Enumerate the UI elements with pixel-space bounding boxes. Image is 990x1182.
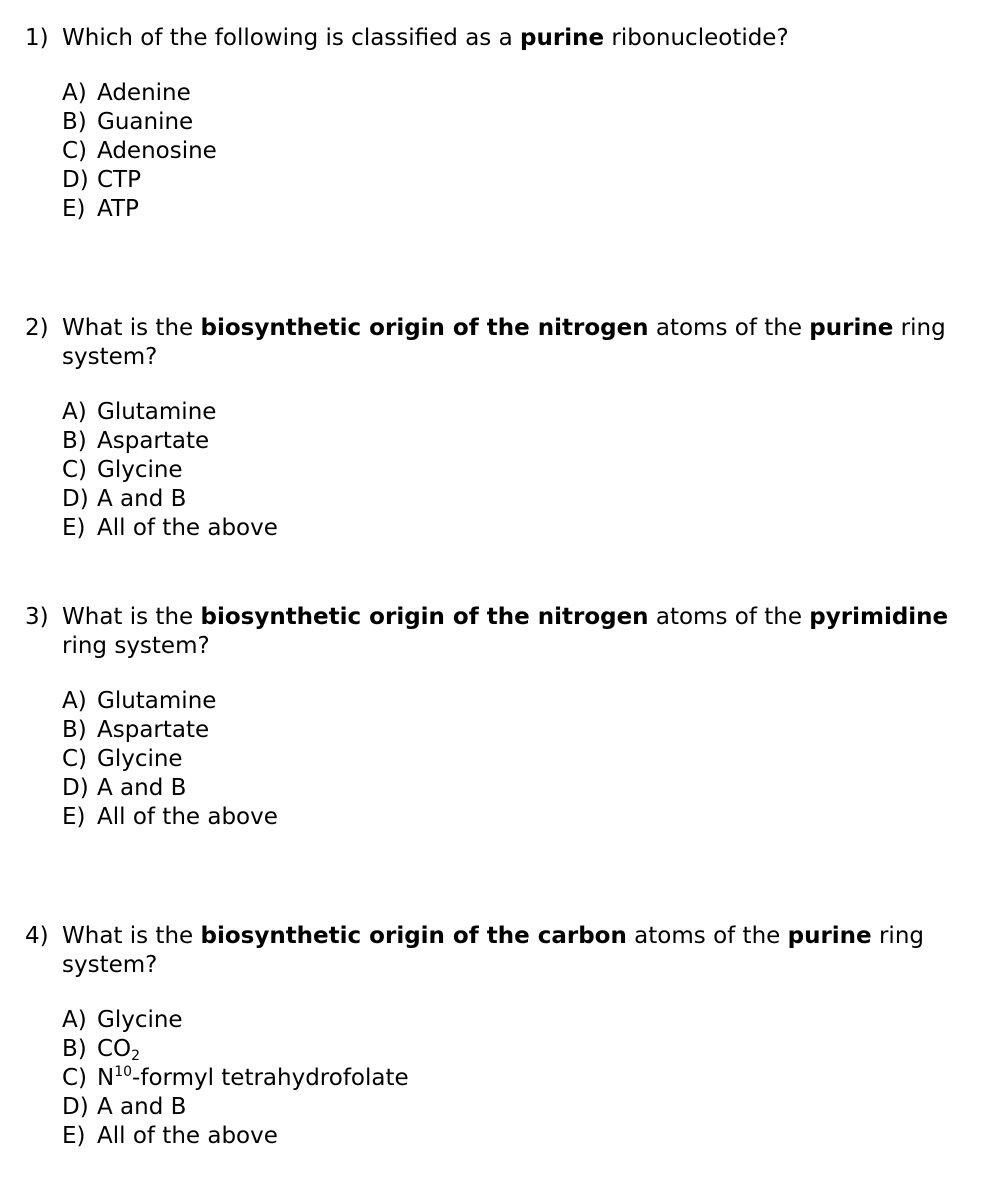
option-text: Glycine: [97, 457, 183, 483]
option-text: Glutamine: [97, 399, 217, 425]
stem-text: What is the: [62, 923, 201, 949]
answer-options: [0, 79, 990, 224]
subscript: 2: [131, 1048, 141, 1064]
option-a[interactable]: [62, 687, 990, 716]
question-number: 2): [25, 315, 49, 341]
option-e[interactable]: [62, 803, 990, 832]
stem-bold: purine: [809, 315, 894, 341]
option-letter: B): [62, 717, 87, 743]
stem-bold: biosynthetic origin of the nitrogen: [200, 604, 649, 630]
option-text: Aspartate: [97, 717, 210, 743]
option-b[interactable]: [62, 1035, 990, 1064]
option-letter: B): [62, 428, 87, 454]
option-c[interactable]: [62, 137, 990, 166]
question-stem: [0, 314, 990, 372]
option-text: Glycine: [97, 1007, 183, 1033]
stem-bold: biosynthetic origin of the carbon: [200, 923, 627, 949]
stem-text: ribonucleotide?: [604, 25, 789, 51]
question-number: 4): [25, 923, 49, 949]
option-b[interactable]: [62, 716, 990, 745]
stem-text: atoms of the: [626, 923, 788, 949]
option-c[interactable]: [62, 745, 990, 774]
option-text: CO: [97, 1036, 132, 1062]
stem-text: ring system?: [62, 633, 210, 659]
option-e[interactable]: [62, 514, 990, 543]
option-b[interactable]: [62, 427, 990, 456]
option-letter: E): [62, 196, 86, 222]
option-letter: B): [62, 109, 87, 135]
answer-options: [0, 687, 990, 832]
option-d[interactable]: [62, 166, 990, 195]
option-text: A and B: [97, 775, 187, 801]
option-c[interactable]: [62, 456, 990, 485]
answer-options: [0, 1006, 990, 1151]
superscript: 10: [114, 1064, 133, 1080]
option-letter: A): [62, 688, 87, 714]
option-letter: E): [62, 515, 86, 541]
option-letter: E): [62, 804, 86, 830]
option-a[interactable]: [62, 1006, 990, 1035]
question-number: 3): [25, 604, 49, 630]
option-letter: A): [62, 399, 87, 425]
option-d[interactable]: [62, 774, 990, 803]
option-letter: D): [62, 775, 89, 801]
option-text: A and B: [97, 486, 187, 512]
stem-bold: pyrimidine: [809, 604, 949, 630]
question-3: [0, 603, 990, 832]
option-e[interactable]: [62, 1122, 990, 1151]
stem-text: atoms of the: [648, 604, 810, 630]
option-text: Adenine: [97, 80, 191, 106]
option-letter: A): [62, 80, 87, 106]
stem-text: What is the: [62, 604, 201, 630]
option-letter: D): [62, 486, 89, 512]
option-text: All of the above: [97, 1123, 278, 1149]
option-letter: E): [62, 1123, 86, 1149]
question-2: [0, 314, 990, 543]
option-letter: C): [62, 138, 88, 164]
option-letter: C): [62, 457, 88, 483]
option-text: Glycine: [97, 746, 183, 772]
option-d[interactable]: [62, 1093, 990, 1122]
option-text: -formyl tetrahydrofolate: [132, 1065, 409, 1091]
option-letter: A): [62, 1007, 87, 1033]
question-number: 1): [25, 25, 49, 51]
option-text: All of the above: [97, 804, 278, 830]
question-stem: [0, 24, 990, 53]
option-text: Aspartate: [97, 428, 210, 454]
stem-text: ring system?: [62, 315, 946, 370]
stem-text: atoms of the: [648, 315, 810, 341]
question-4: [0, 922, 990, 1151]
option-letter: C): [62, 746, 88, 772]
option-text: Glutamine: [97, 688, 217, 714]
option-text: All of the above: [97, 515, 278, 541]
stem-text: What is the: [62, 315, 201, 341]
stem-bold: purine: [787, 923, 872, 949]
option-text: Adenosine: [97, 138, 217, 164]
stem-text: ring system?: [62, 923, 924, 978]
option-text: N: [97, 1065, 115, 1091]
option-text: CTP: [97, 167, 141, 193]
option-d[interactable]: [62, 485, 990, 514]
option-e[interactable]: [62, 195, 990, 224]
option-text: A and B: [97, 1094, 187, 1120]
option-letter: B): [62, 1036, 87, 1062]
option-letter: C): [62, 1065, 88, 1091]
question-1: [0, 24, 990, 224]
stem-bold: purine: [520, 25, 605, 51]
option-c[interactable]: [62, 1064, 990, 1093]
question-stem: [0, 922, 990, 980]
option-a[interactable]: [62, 398, 990, 427]
answer-options: [0, 398, 990, 543]
option-a[interactable]: [62, 79, 990, 108]
option-text: Guanine: [97, 109, 194, 135]
option-letter: D): [62, 167, 89, 193]
question-stem: [0, 603, 990, 661]
option-b[interactable]: [62, 108, 990, 137]
stem-bold: biosynthetic origin of the nitrogen: [200, 315, 649, 341]
option-letter: D): [62, 1094, 89, 1120]
option-text: ATP: [97, 196, 139, 222]
stem-text: Which of the following is classified as a: [62, 25, 521, 51]
